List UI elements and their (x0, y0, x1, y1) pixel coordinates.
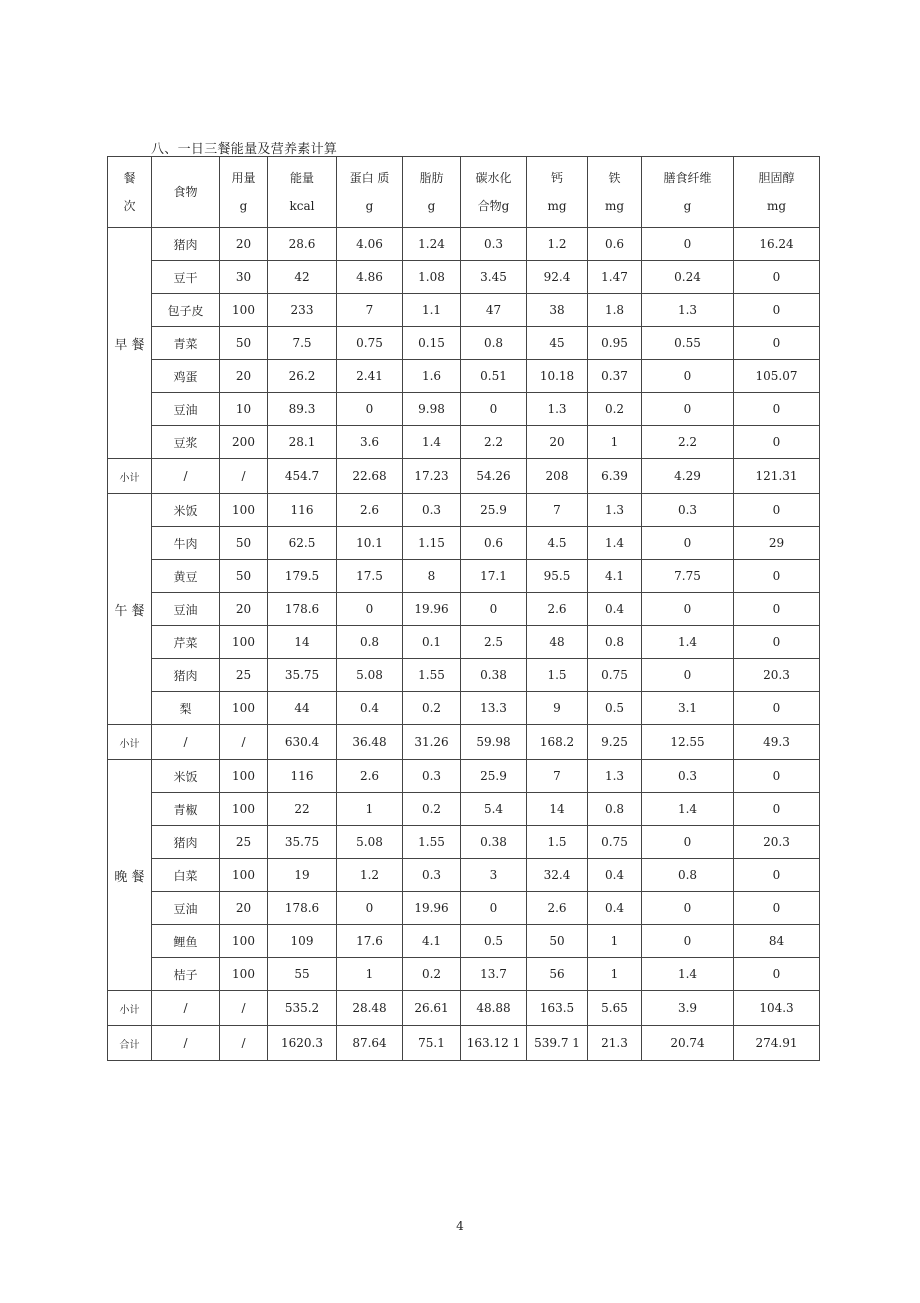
value-cell: 0.75 (588, 659, 642, 692)
value-cell: 208 (527, 459, 588, 494)
header-energy: 能量 kcal (268, 157, 337, 228)
value-cell: 0.8 (588, 793, 642, 826)
value-cell: 84 (734, 925, 820, 958)
value-cell: 9.98 (403, 393, 461, 426)
value-cell: 0 (642, 593, 734, 626)
food-name: 豆油 (152, 892, 220, 925)
total-label: 合计 (108, 1026, 152, 1061)
value-cell: 28.1 (268, 426, 337, 459)
food-name: 白菜 (152, 859, 220, 892)
value-cell: 17.23 (403, 459, 461, 494)
value-cell: / (152, 459, 220, 494)
food-name: 豆油 (152, 593, 220, 626)
value-cell: 0 (642, 527, 734, 560)
value-cell: 42 (268, 261, 337, 294)
value-cell: 1.4 (642, 793, 734, 826)
value-cell: 21.3 (588, 1026, 642, 1061)
value-cell: 0.4 (337, 692, 403, 725)
value-cell: 13.3 (461, 692, 527, 725)
food-name: 牛肉 (152, 527, 220, 560)
food-name: 米饭 (152, 494, 220, 527)
value-cell: 3.1 (642, 692, 734, 725)
value-cell: 14 (527, 793, 588, 826)
value-cell: 87.64 (337, 1026, 403, 1061)
value-cell: 0 (642, 826, 734, 859)
value-cell: 5.65 (588, 991, 642, 1026)
value-cell: 17.6 (337, 925, 403, 958)
value-cell: 3 (461, 859, 527, 892)
value-cell: 25 (220, 659, 268, 692)
value-cell: 100 (220, 494, 268, 527)
value-cell: 0 (642, 393, 734, 426)
value-cell: 100 (220, 626, 268, 659)
table-row (108, 393, 820, 426)
value-cell: 274.91 (734, 1026, 820, 1061)
value-cell: 25.9 (461, 494, 527, 527)
value-cell: 7.5 (268, 327, 337, 360)
header-cholesterol: 胆固醇 mg (734, 157, 820, 228)
value-cell: 0.38 (461, 659, 527, 692)
value-cell: 0 (734, 560, 820, 593)
value-cell: 3.45 (461, 261, 527, 294)
value-cell: 54.26 (461, 459, 527, 494)
value-cell: 1.3 (588, 494, 642, 527)
value-cell: 0.4 (588, 892, 642, 925)
value-cell: 49.3 (734, 725, 820, 760)
food-name: 猪肉 (152, 228, 220, 261)
value-cell: 1.24 (403, 228, 461, 261)
nutrition-table (107, 156, 820, 1061)
value-cell: 14 (268, 626, 337, 659)
value-cell: / (220, 459, 268, 494)
value-cell: 0 (734, 692, 820, 725)
value-cell: 0.8 (461, 327, 527, 360)
value-cell: 1.4 (403, 426, 461, 459)
value-cell: 1.55 (403, 659, 461, 692)
value-cell: 0.3 (461, 228, 527, 261)
total-row (108, 1026, 820, 1061)
food-name: 青菜 (152, 327, 220, 360)
value-cell: 1.55 (403, 826, 461, 859)
value-cell: 35.75 (268, 659, 337, 692)
value-cell: 10.18 (527, 360, 588, 393)
value-cell: 0 (734, 793, 820, 826)
value-cell: 0.5 (588, 692, 642, 725)
value-cell: 0 (734, 426, 820, 459)
value-cell: 3.9 (642, 991, 734, 1026)
value-cell: 0 (734, 294, 820, 327)
table-caption: 八、一日三餐能量及营养素计算 (151, 142, 338, 157)
value-cell: 4.06 (337, 228, 403, 261)
header-row (108, 157, 820, 228)
subtotal-label: 小计 (108, 991, 152, 1026)
value-cell: 8 (403, 560, 461, 593)
value-cell: 10 (220, 393, 268, 426)
value-cell: 0 (642, 360, 734, 393)
value-cell: 0 (734, 593, 820, 626)
table-row (108, 560, 820, 593)
table-row (108, 958, 820, 991)
value-cell: 2.6 (527, 892, 588, 925)
header-calcium: 钙 mg (527, 157, 588, 228)
value-cell: 0.8 (588, 626, 642, 659)
table-row (108, 659, 820, 692)
value-cell: 1.8 (588, 294, 642, 327)
value-cell: 0.3 (403, 859, 461, 892)
subtotal-label: 小计 (108, 459, 152, 494)
header-carbohydrate: 碳水化 合物g (461, 157, 527, 228)
table-row (108, 793, 820, 826)
table-row (108, 892, 820, 925)
value-cell: 0 (642, 659, 734, 692)
value-cell: 31.26 (403, 725, 461, 760)
food-name: 桔子 (152, 958, 220, 991)
table-row (108, 692, 820, 725)
value-cell: 5.4 (461, 793, 527, 826)
value-cell: 1.3 (527, 393, 588, 426)
value-cell: 0 (734, 393, 820, 426)
page-number: 4 (456, 1219, 464, 1233)
value-cell: 105.07 (734, 360, 820, 393)
value-cell: 0.2 (403, 958, 461, 991)
value-cell: / (152, 991, 220, 1026)
value-cell: 62.5 (268, 527, 337, 560)
value-cell: 20 (220, 593, 268, 626)
value-cell: 100 (220, 294, 268, 327)
value-cell: 0.55 (642, 327, 734, 360)
value-cell: 25 (220, 826, 268, 859)
value-cell: 55 (268, 958, 337, 991)
value-cell: 50 (220, 560, 268, 593)
value-cell: 47 (461, 294, 527, 327)
value-cell: / (220, 1026, 268, 1061)
value-cell: 17.5 (337, 560, 403, 593)
value-cell: 7.75 (642, 560, 734, 593)
table-row (108, 327, 820, 360)
value-cell: 1.5 (527, 659, 588, 692)
value-cell: 100 (220, 958, 268, 991)
value-cell: 1.08 (403, 261, 461, 294)
value-cell: 6.39 (588, 459, 642, 494)
header-meal: 餐 次 (108, 157, 152, 228)
value-cell: 168.2 (527, 725, 588, 760)
header-iron: 铁 mg (588, 157, 642, 228)
value-cell: 19.96 (403, 593, 461, 626)
value-cell: 50 (220, 527, 268, 560)
food-name: 芹菜 (152, 626, 220, 659)
food-name: 鸡蛋 (152, 360, 220, 393)
food-name: 豆浆 (152, 426, 220, 459)
food-name: 豆油 (152, 393, 220, 426)
header-amount: 用量 g (220, 157, 268, 228)
value-cell: 0 (461, 593, 527, 626)
value-cell: 116 (268, 760, 337, 793)
value-cell: 178.6 (268, 593, 337, 626)
value-cell: 2.6 (337, 760, 403, 793)
table-row (108, 760, 820, 793)
value-cell: 0 (461, 892, 527, 925)
value-cell: 0.3 (403, 494, 461, 527)
value-cell: 0 (337, 593, 403, 626)
value-cell: 0 (337, 892, 403, 925)
meal-label: 午 餐 (108, 494, 152, 725)
value-cell: 0 (461, 393, 527, 426)
value-cell: 2.2 (461, 426, 527, 459)
value-cell: 0.37 (588, 360, 642, 393)
table-row (108, 527, 820, 560)
value-cell: 1 (588, 925, 642, 958)
value-cell: 0.38 (461, 826, 527, 859)
value-cell: 163.12 1 (461, 1026, 527, 1061)
value-cell: 25.9 (461, 760, 527, 793)
value-cell: 0 (642, 892, 734, 925)
value-cell: 0 (337, 393, 403, 426)
value-cell: 1.3 (642, 294, 734, 327)
value-cell: 1 (588, 958, 642, 991)
table-row (108, 426, 820, 459)
value-cell: 0 (734, 958, 820, 991)
value-cell: 0.51 (461, 360, 527, 393)
value-cell: 2.2 (642, 426, 734, 459)
value-cell: 0.5 (461, 925, 527, 958)
value-cell: 109 (268, 925, 337, 958)
value-cell: 0 (734, 626, 820, 659)
value-cell: 22 (268, 793, 337, 826)
value-cell: 0 (734, 760, 820, 793)
value-cell: 163.5 (527, 991, 588, 1026)
meal-label: 早 餐 (108, 228, 152, 459)
value-cell: 0.8 (642, 859, 734, 892)
header-protein: 蛋白 质 g (337, 157, 403, 228)
value-cell: 38 (527, 294, 588, 327)
food-name: 鲤鱼 (152, 925, 220, 958)
value-cell: 535.2 (268, 991, 337, 1026)
value-cell: 539.7 1 (527, 1026, 588, 1061)
value-cell: 178.6 (268, 892, 337, 925)
value-cell: 0.4 (588, 593, 642, 626)
value-cell: 16.24 (734, 228, 820, 261)
value-cell: 0.2 (588, 393, 642, 426)
value-cell: 1.2 (527, 228, 588, 261)
value-cell: 100 (220, 760, 268, 793)
value-cell: 4.29 (642, 459, 734, 494)
value-cell: 2.6 (527, 593, 588, 626)
header-fiber: 膳食纤维 g (642, 157, 734, 228)
value-cell: 0.15 (403, 327, 461, 360)
header-fat: 脂肪 g (403, 157, 461, 228)
value-cell: 200 (220, 426, 268, 459)
value-cell: 1.2 (337, 859, 403, 892)
table-row (108, 593, 820, 626)
value-cell: 22.68 (337, 459, 403, 494)
subtotal-label: 小计 (108, 725, 152, 760)
value-cell: 48.88 (461, 991, 527, 1026)
value-cell: 4.86 (337, 261, 403, 294)
food-name: 猪肉 (152, 659, 220, 692)
meal-label: 晚 餐 (108, 760, 152, 991)
food-name: 黄豆 (152, 560, 220, 593)
value-cell: 0 (734, 494, 820, 527)
subtotal-row (108, 991, 820, 1026)
subtotal-row (108, 725, 820, 760)
value-cell: 89.3 (268, 393, 337, 426)
value-cell: 0.24 (642, 261, 734, 294)
value-cell: 0 (642, 228, 734, 261)
value-cell: 0 (734, 859, 820, 892)
value-cell: 9 (527, 692, 588, 725)
value-cell: 2.6 (337, 494, 403, 527)
value-cell: / (152, 725, 220, 760)
value-cell: 59.98 (461, 725, 527, 760)
value-cell: 0 (734, 261, 820, 294)
value-cell: 0.6 (461, 527, 527, 560)
value-cell: 1.3 (588, 760, 642, 793)
value-cell: 20.74 (642, 1026, 734, 1061)
value-cell: 7 (527, 494, 588, 527)
value-cell: 1.5 (527, 826, 588, 859)
value-cell: 5.08 (337, 826, 403, 859)
value-cell: 1.1 (403, 294, 461, 327)
value-cell: 20 (220, 892, 268, 925)
value-cell: 4.1 (403, 925, 461, 958)
value-cell: 3.6 (337, 426, 403, 459)
food-name: 包子皮 (152, 294, 220, 327)
value-cell: 29 (734, 527, 820, 560)
value-cell: 7 (527, 760, 588, 793)
value-cell: 35.75 (268, 826, 337, 859)
value-cell: 2.5 (461, 626, 527, 659)
value-cell: 19.96 (403, 892, 461, 925)
value-cell: 104.3 (734, 991, 820, 1026)
value-cell: 13.7 (461, 958, 527, 991)
value-cell: 100 (220, 793, 268, 826)
value-cell: 1 (337, 958, 403, 991)
table-row (108, 228, 820, 261)
value-cell: 4.5 (527, 527, 588, 560)
value-cell: 28.6 (268, 228, 337, 261)
value-cell: 44 (268, 692, 337, 725)
value-cell: 1620.3 (268, 1026, 337, 1061)
value-cell: 0.1 (403, 626, 461, 659)
value-cell: 56 (527, 958, 588, 991)
value-cell: 0.8 (337, 626, 403, 659)
table-row (108, 494, 820, 527)
table-row (108, 294, 820, 327)
value-cell: 0 (734, 892, 820, 925)
food-name: 猪肉 (152, 826, 220, 859)
value-cell: 0.95 (588, 327, 642, 360)
table-row (108, 360, 820, 393)
value-cell: / (220, 991, 268, 1026)
value-cell: 233 (268, 294, 337, 327)
value-cell: 1.4 (642, 958, 734, 991)
value-cell: / (152, 1026, 220, 1061)
value-cell: 630.4 (268, 725, 337, 760)
value-cell: 121.31 (734, 459, 820, 494)
value-cell: 95.5 (527, 560, 588, 593)
value-cell: 4.1 (588, 560, 642, 593)
value-cell: 0 (734, 327, 820, 360)
value-cell: 454.7 (268, 459, 337, 494)
value-cell: 0.75 (337, 327, 403, 360)
value-cell: 0.2 (403, 692, 461, 725)
value-cell: 32.4 (527, 859, 588, 892)
value-cell: 100 (220, 859, 268, 892)
subtotal-row (108, 459, 820, 494)
value-cell: 0 (642, 925, 734, 958)
value-cell: 20 (220, 228, 268, 261)
value-cell: 0.2 (403, 793, 461, 826)
value-cell: 0.6 (588, 228, 642, 261)
value-cell: 1.4 (642, 626, 734, 659)
value-cell: / (220, 725, 268, 760)
value-cell: 26.61 (403, 991, 461, 1026)
value-cell: 19 (268, 859, 337, 892)
value-cell: 0.75 (588, 826, 642, 859)
table-row (108, 826, 820, 859)
value-cell: 116 (268, 494, 337, 527)
table-row (108, 261, 820, 294)
value-cell: 26.2 (268, 360, 337, 393)
value-cell: 75.1 (403, 1026, 461, 1061)
value-cell: 0.3 (642, 494, 734, 527)
value-cell: 7 (337, 294, 403, 327)
food-name: 青椒 (152, 793, 220, 826)
value-cell: 0.3 (642, 760, 734, 793)
food-name: 豆干 (152, 261, 220, 294)
value-cell: 30 (220, 261, 268, 294)
food-name: 梨 (152, 692, 220, 725)
value-cell: 12.55 (642, 725, 734, 760)
value-cell: 48 (527, 626, 588, 659)
value-cell: 0.4 (588, 859, 642, 892)
value-cell: 0.3 (403, 760, 461, 793)
value-cell: 36.48 (337, 725, 403, 760)
value-cell: 5.08 (337, 659, 403, 692)
value-cell: 1.15 (403, 527, 461, 560)
table-row (108, 626, 820, 659)
value-cell: 1.6 (403, 360, 461, 393)
value-cell: 50 (220, 327, 268, 360)
value-cell: 1 (588, 426, 642, 459)
value-cell: 50 (527, 925, 588, 958)
table-row (108, 925, 820, 958)
value-cell: 20.3 (734, 826, 820, 859)
value-cell: 92.4 (527, 261, 588, 294)
value-cell: 17.1 (461, 560, 527, 593)
value-cell: 20.3 (734, 659, 820, 692)
value-cell: 100 (220, 925, 268, 958)
value-cell: 1.4 (588, 527, 642, 560)
value-cell: 2.41 (337, 360, 403, 393)
value-cell: 1 (337, 793, 403, 826)
food-name: 米饭 (152, 760, 220, 793)
value-cell: 45 (527, 327, 588, 360)
table-row (108, 859, 820, 892)
value-cell: 9.25 (588, 725, 642, 760)
value-cell: 100 (220, 692, 268, 725)
header-food: 食物 (152, 157, 220, 228)
value-cell: 20 (220, 360, 268, 393)
value-cell: 28.48 (337, 991, 403, 1026)
value-cell: 10.1 (337, 527, 403, 560)
value-cell: 20 (527, 426, 588, 459)
value-cell: 1.47 (588, 261, 642, 294)
value-cell: 179.5 (268, 560, 337, 593)
